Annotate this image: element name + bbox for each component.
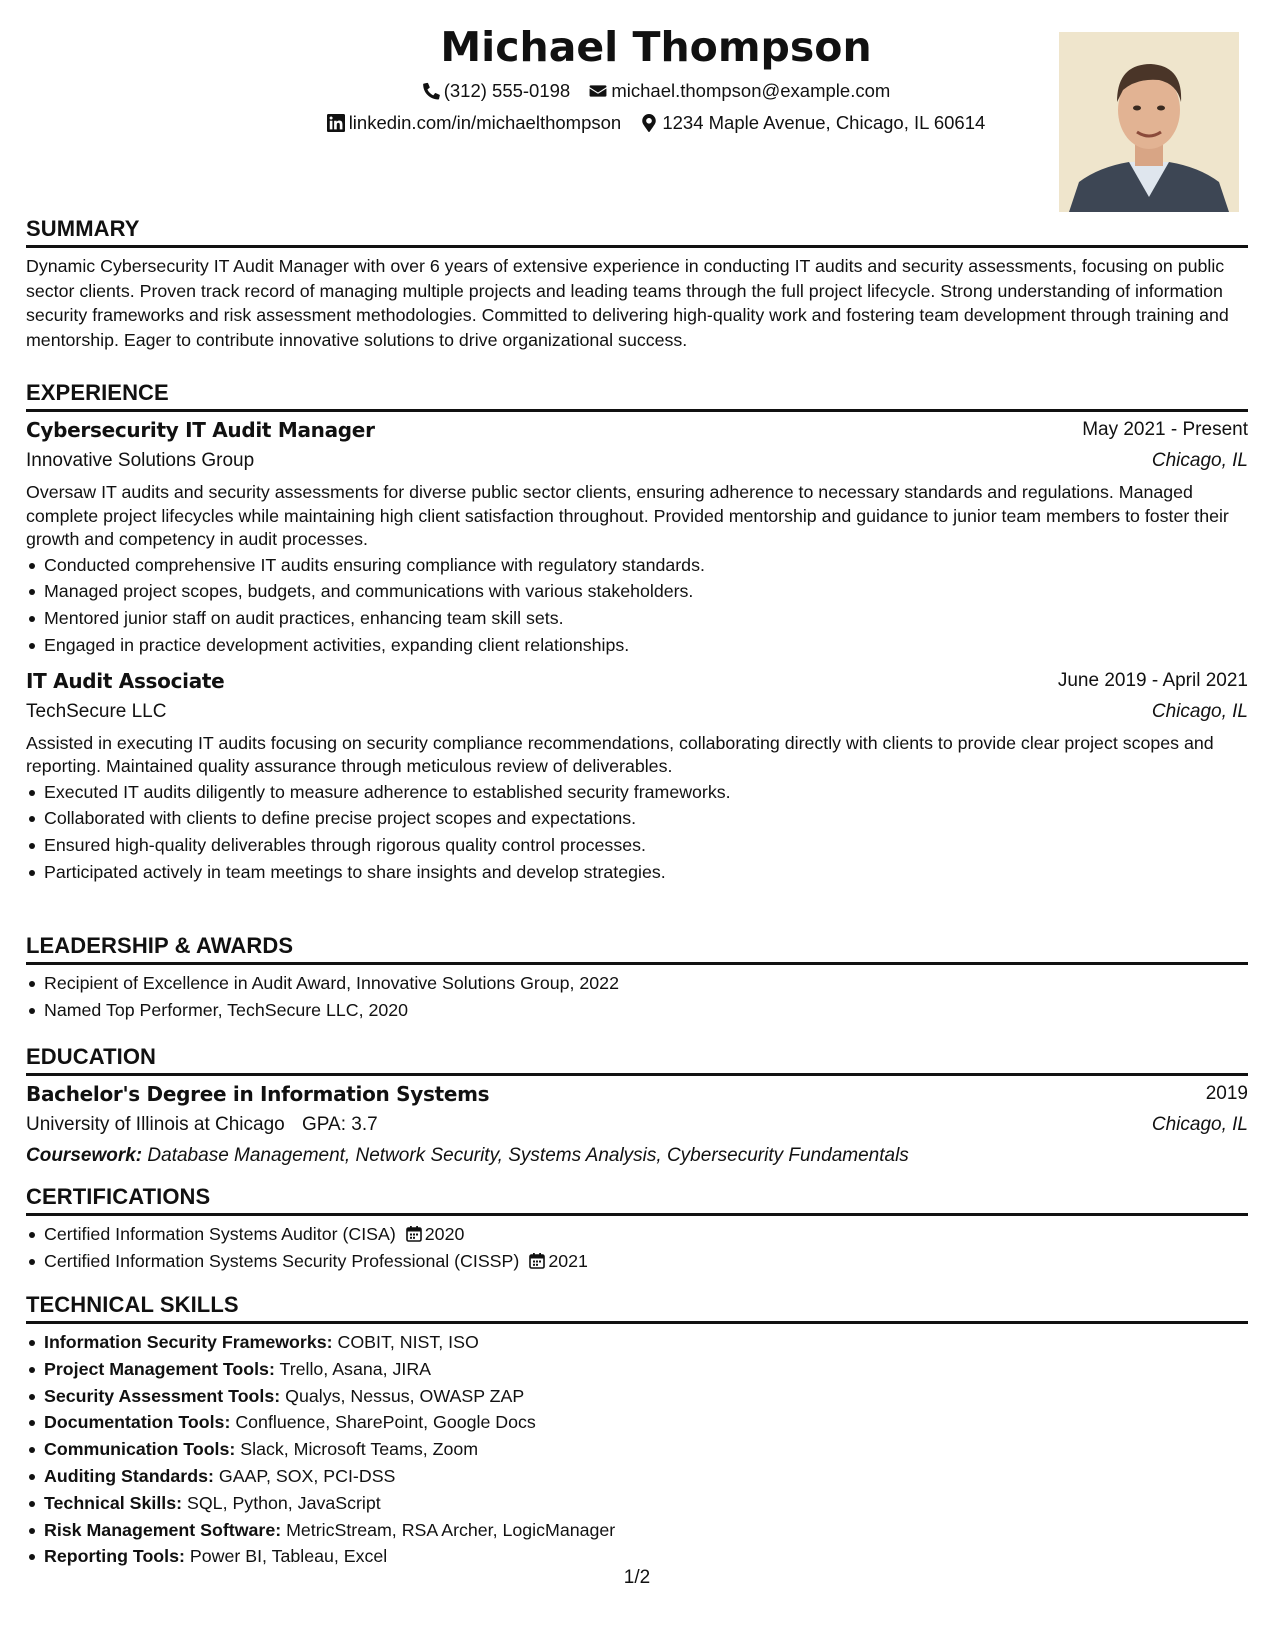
- job-bullets: [26, 552, 1248, 659]
- map-marker-icon: [640, 114, 658, 132]
- certification-year: 2021: [548, 1250, 588, 1271]
- skill-label: Reporting Tools:: [44, 1546, 185, 1567]
- phone-text: (312) 555-0198: [443, 80, 571, 101]
- list-item: Engaged in practice development activities, expanding client relationships.: [44, 632, 1248, 659]
- job-location: Chicago, IL: [1151, 700, 1248, 722]
- contact-row-2: [156, 110, 1156, 139]
- school-name: University of Illinois at Chicago: [26, 1114, 285, 1135]
- list-item: Ensured high-quality deliverables through rigorous quality control processes.: [44, 832, 1248, 859]
- phone-contact[interactable]: [422, 78, 571, 104]
- contact-row-1: [156, 78, 1156, 107]
- job-description: Oversaw IT audits and security assessments for diverse public sector clients, ensuring adherence to necessary standards and regulations. Managed complete project lifecycles while maintaining high client satisfaction throughout. Provided mentorship and guidance to junior team members to foster their growth and competency in audit processes.: [26, 482, 1229, 549]
- section-title-technical-skills: TECHNICAL SKILLS: [26, 1291, 1248, 1324]
- skills-list: [26, 1329, 1248, 1570]
- list-item: [44, 1517, 1248, 1544]
- certification-name: Certified Information Systems Security Professional (CISSP): [44, 1250, 520, 1271]
- section-title-experience: EXPERIENCE: [26, 379, 1248, 412]
- skill-value: SQL, Python, JavaScript: [186, 1492, 381, 1513]
- section-title-education: EDUCATION: [26, 1043, 1248, 1076]
- list-item: Managed project scopes, budgets, and communications with various stakeholders.: [44, 578, 1248, 605]
- job-dates: June 2019 - April 2021: [1057, 669, 1248, 691]
- summary-section: [26, 215, 1248, 352]
- gpa: GPA: 3.7: [302, 1114, 378, 1135]
- list-item: Conducted comprehensive IT audits ensuring compliance with regulatory standards.: [44, 552, 1248, 579]
- list-item: [44, 1356, 1248, 1383]
- school-location: Chicago, IL: [1151, 1114, 1248, 1135]
- technical-skills-section: [26, 1291, 1248, 1570]
- skill-value: Confluence, SharePoint, Google Docs: [235, 1412, 536, 1433]
- list-item: Named Top Performer, TechSecure LLC, 2020: [44, 997, 1248, 1024]
- skill-label: Information Security Frameworks:: [44, 1332, 333, 1352]
- job-bullets: [26, 779, 1248, 886]
- certifications-section: [26, 1183, 1248, 1275]
- education-section: [26, 1043, 1248, 1171]
- list-item: Mentored junior staff on audit practices, enhancing team skill sets.: [44, 605, 1248, 632]
- list-item: [44, 1490, 1248, 1517]
- list-item: Participated actively in team meetings to share insights and develop strategies.: [44, 859, 1248, 886]
- phone-icon: [422, 82, 440, 100]
- calendar-icon: [406, 1225, 422, 1242]
- list-item: [44, 1248, 1248, 1275]
- skill-label: Auditing Standards:: [44, 1465, 214, 1486]
- section-title-summary: SUMMARY: [26, 215, 1248, 248]
- profile-photo-image: [1059, 32, 1239, 212]
- address-contact: [640, 110, 985, 136]
- linkedin-contact[interactable]: [327, 110, 622, 136]
- leadership-section: [26, 932, 1248, 1024]
- skill-value: Slack, Microsoft Teams, Zoom: [240, 1439, 479, 1460]
- skill-value: COBIT, NIST, ISO: [337, 1332, 479, 1352]
- candidate-name: Michael Thompson: [440, 23, 872, 71]
- summary-text: Dynamic Cybersecurity IT Audit Manager with over 6 years of extensive experience in conducting IT audits and security assessments, focusing on public sector clients. Proven track record of managing multiple projects and leading teams through the full project lifecycle. Strong understanding of information security frameworks and risk assessment methodologies. Committed to delivering high-quality work and fostering team development through training and mentorship. Eager to contribute innovative solutions to drive organizational success.: [26, 256, 1229, 350]
- resume-page: [26, 0, 1248, 1650]
- list-item: [44, 1463, 1248, 1490]
- job-dates: May 2021 - Present: [1082, 419, 1248, 440]
- calendar-icon: [529, 1252, 545, 1269]
- section-title-leadership: LEADERSHIP & AWARDS: [26, 932, 1248, 965]
- section-title-certifications: CERTIFICATIONS: [26, 1183, 1248, 1216]
- list-item: Executed IT audits diligently to measure adherence to established security frameworks.: [44, 779, 1248, 806]
- coursework-label: Coursework:: [26, 1145, 143, 1166]
- graduation-year: 2019: [1205, 1083, 1248, 1104]
- experience-section: [26, 379, 1248, 886]
- skill-label: Project Management Tools:: [44, 1358, 275, 1379]
- skill-value: GAAP, SOX, PCI-DSS: [218, 1465, 396, 1486]
- profile-photo: [1059, 32, 1239, 212]
- list-item: [44, 1436, 1248, 1463]
- job-title: Cybersecurity IT Audit Manager: [26, 418, 375, 442]
- certification-year: 2020: [424, 1224, 465, 1244]
- address-text: 1234 Maple Avenue, Chicago, IL 60614: [662, 112, 986, 133]
- envelope-icon: [589, 82, 607, 100]
- linkedin-text: linkedin.com/in/michaelthompson: [348, 112, 622, 133]
- skill-label: Communication Tools:: [44, 1439, 236, 1460]
- company-name: Innovative Solutions Group: [26, 450, 255, 471]
- job-description: Assisted in executing IT audits focusing on security compliance recommendations, collaborating directly with clients to provide clear project scopes and reporting. Maintained quality assurance through meticulous review of deliverables.: [26, 732, 1214, 777]
- coursework: [26, 1141, 1248, 1171]
- list-item: Collaborated with clients to define precise project scopes and expectations.: [44, 805, 1248, 832]
- email-contact[interactable]: [589, 78, 890, 104]
- linkedin-icon: [327, 114, 345, 132]
- list-item: [44, 1329, 1248, 1356]
- skill-label: Technical Skills:: [44, 1492, 183, 1513]
- company-name: TechSecure LLC: [26, 700, 167, 722]
- list-item: [44, 1409, 1248, 1436]
- awards-list: [26, 970, 1248, 1024]
- job-entry: [26, 415, 1248, 659]
- page-number: 1/2: [623, 1567, 651, 1588]
- skill-label: Risk Management Software:: [44, 1519, 282, 1540]
- email-text: michael.thompson@example.com: [611, 80, 891, 101]
- list-item: [44, 1383, 1248, 1410]
- list-item: [44, 1221, 1248, 1248]
- skill-label: Security Assessment Tools:: [44, 1385, 281, 1406]
- skill-value: Trello, Asana, JIRA: [279, 1358, 432, 1379]
- job-location: Chicago, IL: [1151, 450, 1248, 471]
- list-item: Recipient of Excellence in Audit Award, Innovative Solutions Group, 2022: [44, 970, 1248, 997]
- job-title: IT Audit Associate: [26, 668, 225, 693]
- skill-value: MetricStream, RSA Archer, LogicManager: [286, 1519, 616, 1540]
- certification-name: Certified Information Systems Auditor (CISA): [44, 1224, 396, 1244]
- skill-value: Qualys, Nessus, OWASP ZAP: [285, 1385, 525, 1406]
- resume-header: [26, 22, 1248, 212]
- skill-value: Power BI, Tableau, Excel: [189, 1546, 388, 1567]
- degree-title: Bachelor's Degree in Information Systems: [26, 1082, 490, 1106]
- job-entry: [26, 666, 1248, 886]
- skill-label: Documentation Tools:: [44, 1412, 231, 1433]
- certifications-list: [26, 1221, 1248, 1275]
- coursework-list: Database Management, Network Security, Systems Analysis, Cybersecurity Fundamentals: [147, 1145, 909, 1166]
